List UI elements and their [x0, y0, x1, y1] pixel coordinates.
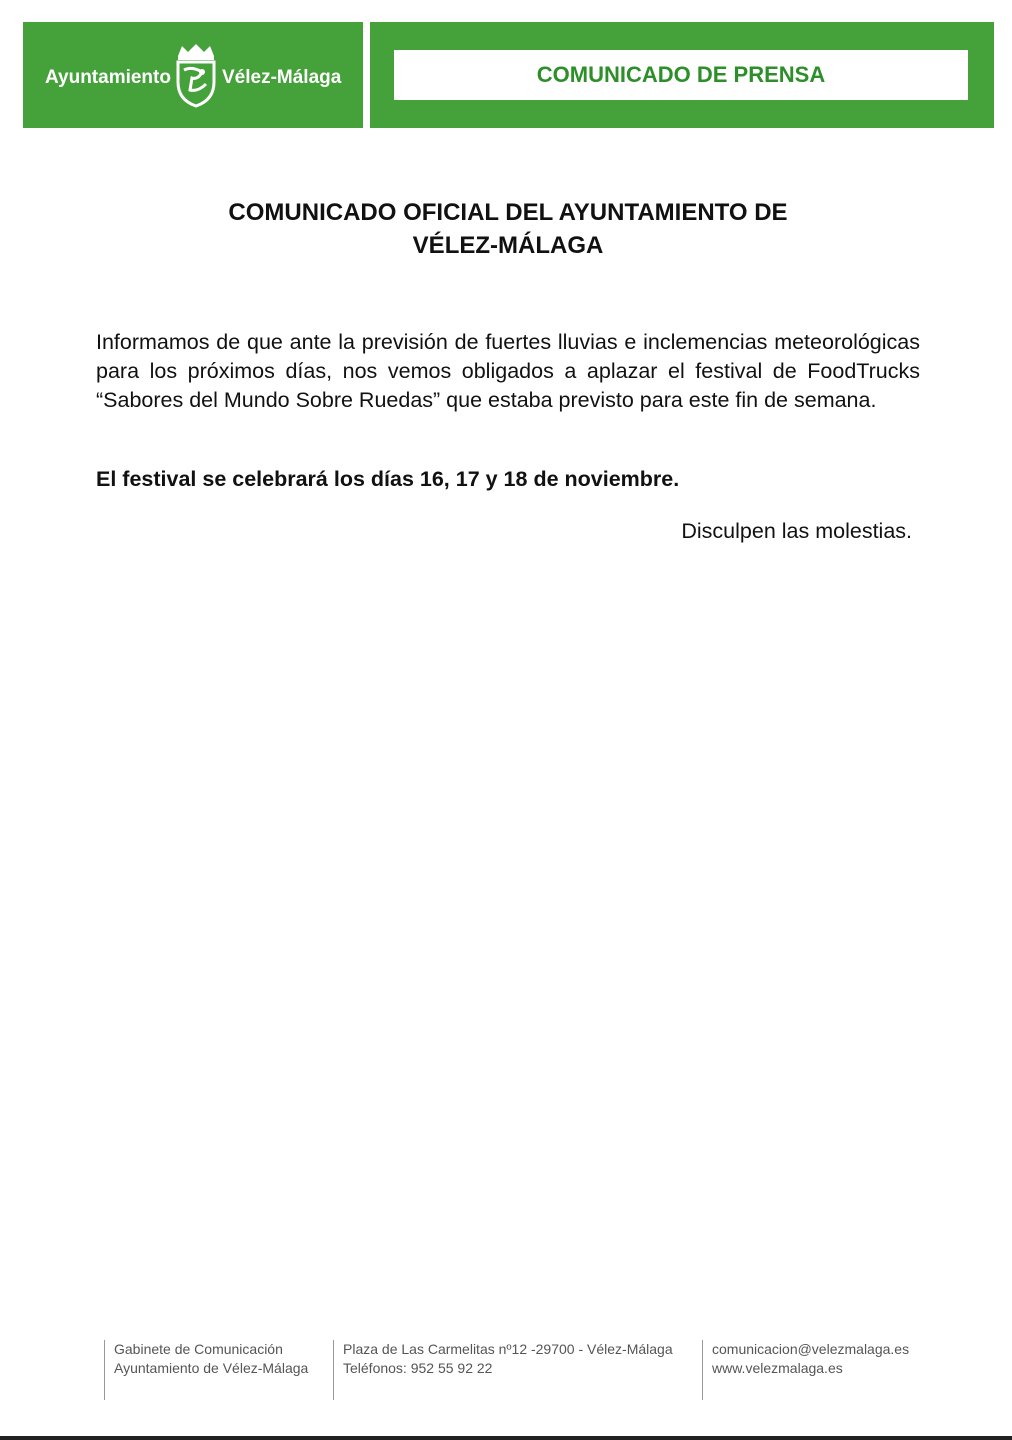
press-release-panel — [370, 22, 994, 128]
brand-name-right: Vélez-Málaga — [222, 67, 342, 88]
footer-address — [333, 1340, 673, 1400]
footer-phone: Teléfonos: 952 55 92 22 — [343, 1360, 493, 1376]
press-release-label: COMUNICADO DE PRENSA — [394, 50, 968, 100]
new-dates-notice: El festival se celebrará los días 16, 17 y 18 de noviembre. — [96, 467, 680, 491]
footer-office-line-2: Ayuntamiento de Vélez-Málaga — [114, 1360, 309, 1376]
announcement-paragraph: Informamos de que ante la previsión de fuertes lluvias e inclemencias meteorológicas para los próximos días, nos vemos obligados a aplazar el festival de FoodTrucks “Sabores del Mundo Sobre Ruedas” que estaba previsto para este fin de semana. — [96, 330, 920, 412]
document-title — [96, 196, 920, 262]
coat-of-arms-icon — [172, 42, 220, 108]
title-line-1: COMUNICADO OFICIAL DEL AYUNTAMIENTO DE — [228, 199, 788, 226]
bottom-border — [0, 1436, 1012, 1440]
title-line-2: VÉLEZ-MÁLAGA — [412, 232, 604, 259]
apology-text: Disculpen las molestias. — [681, 519, 912, 543]
header-brand-panel — [23, 22, 363, 128]
footer-office — [104, 1340, 308, 1400]
footer-address-line: Plaza de Las Carmelitas nº12 -29700 - Vélez-Málaga — [343, 1341, 673, 1357]
footer-email: comunicacion@velezmalaga.es — [712, 1341, 910, 1357]
footer-contact — [702, 1340, 909, 1400]
footer-office-line-1: Gabinete de Comunicación — [114, 1341, 283, 1357]
brand-name-left: Ayuntamiento — [45, 67, 171, 88]
footer-website: www.velezmalaga.es — [712, 1360, 843, 1376]
